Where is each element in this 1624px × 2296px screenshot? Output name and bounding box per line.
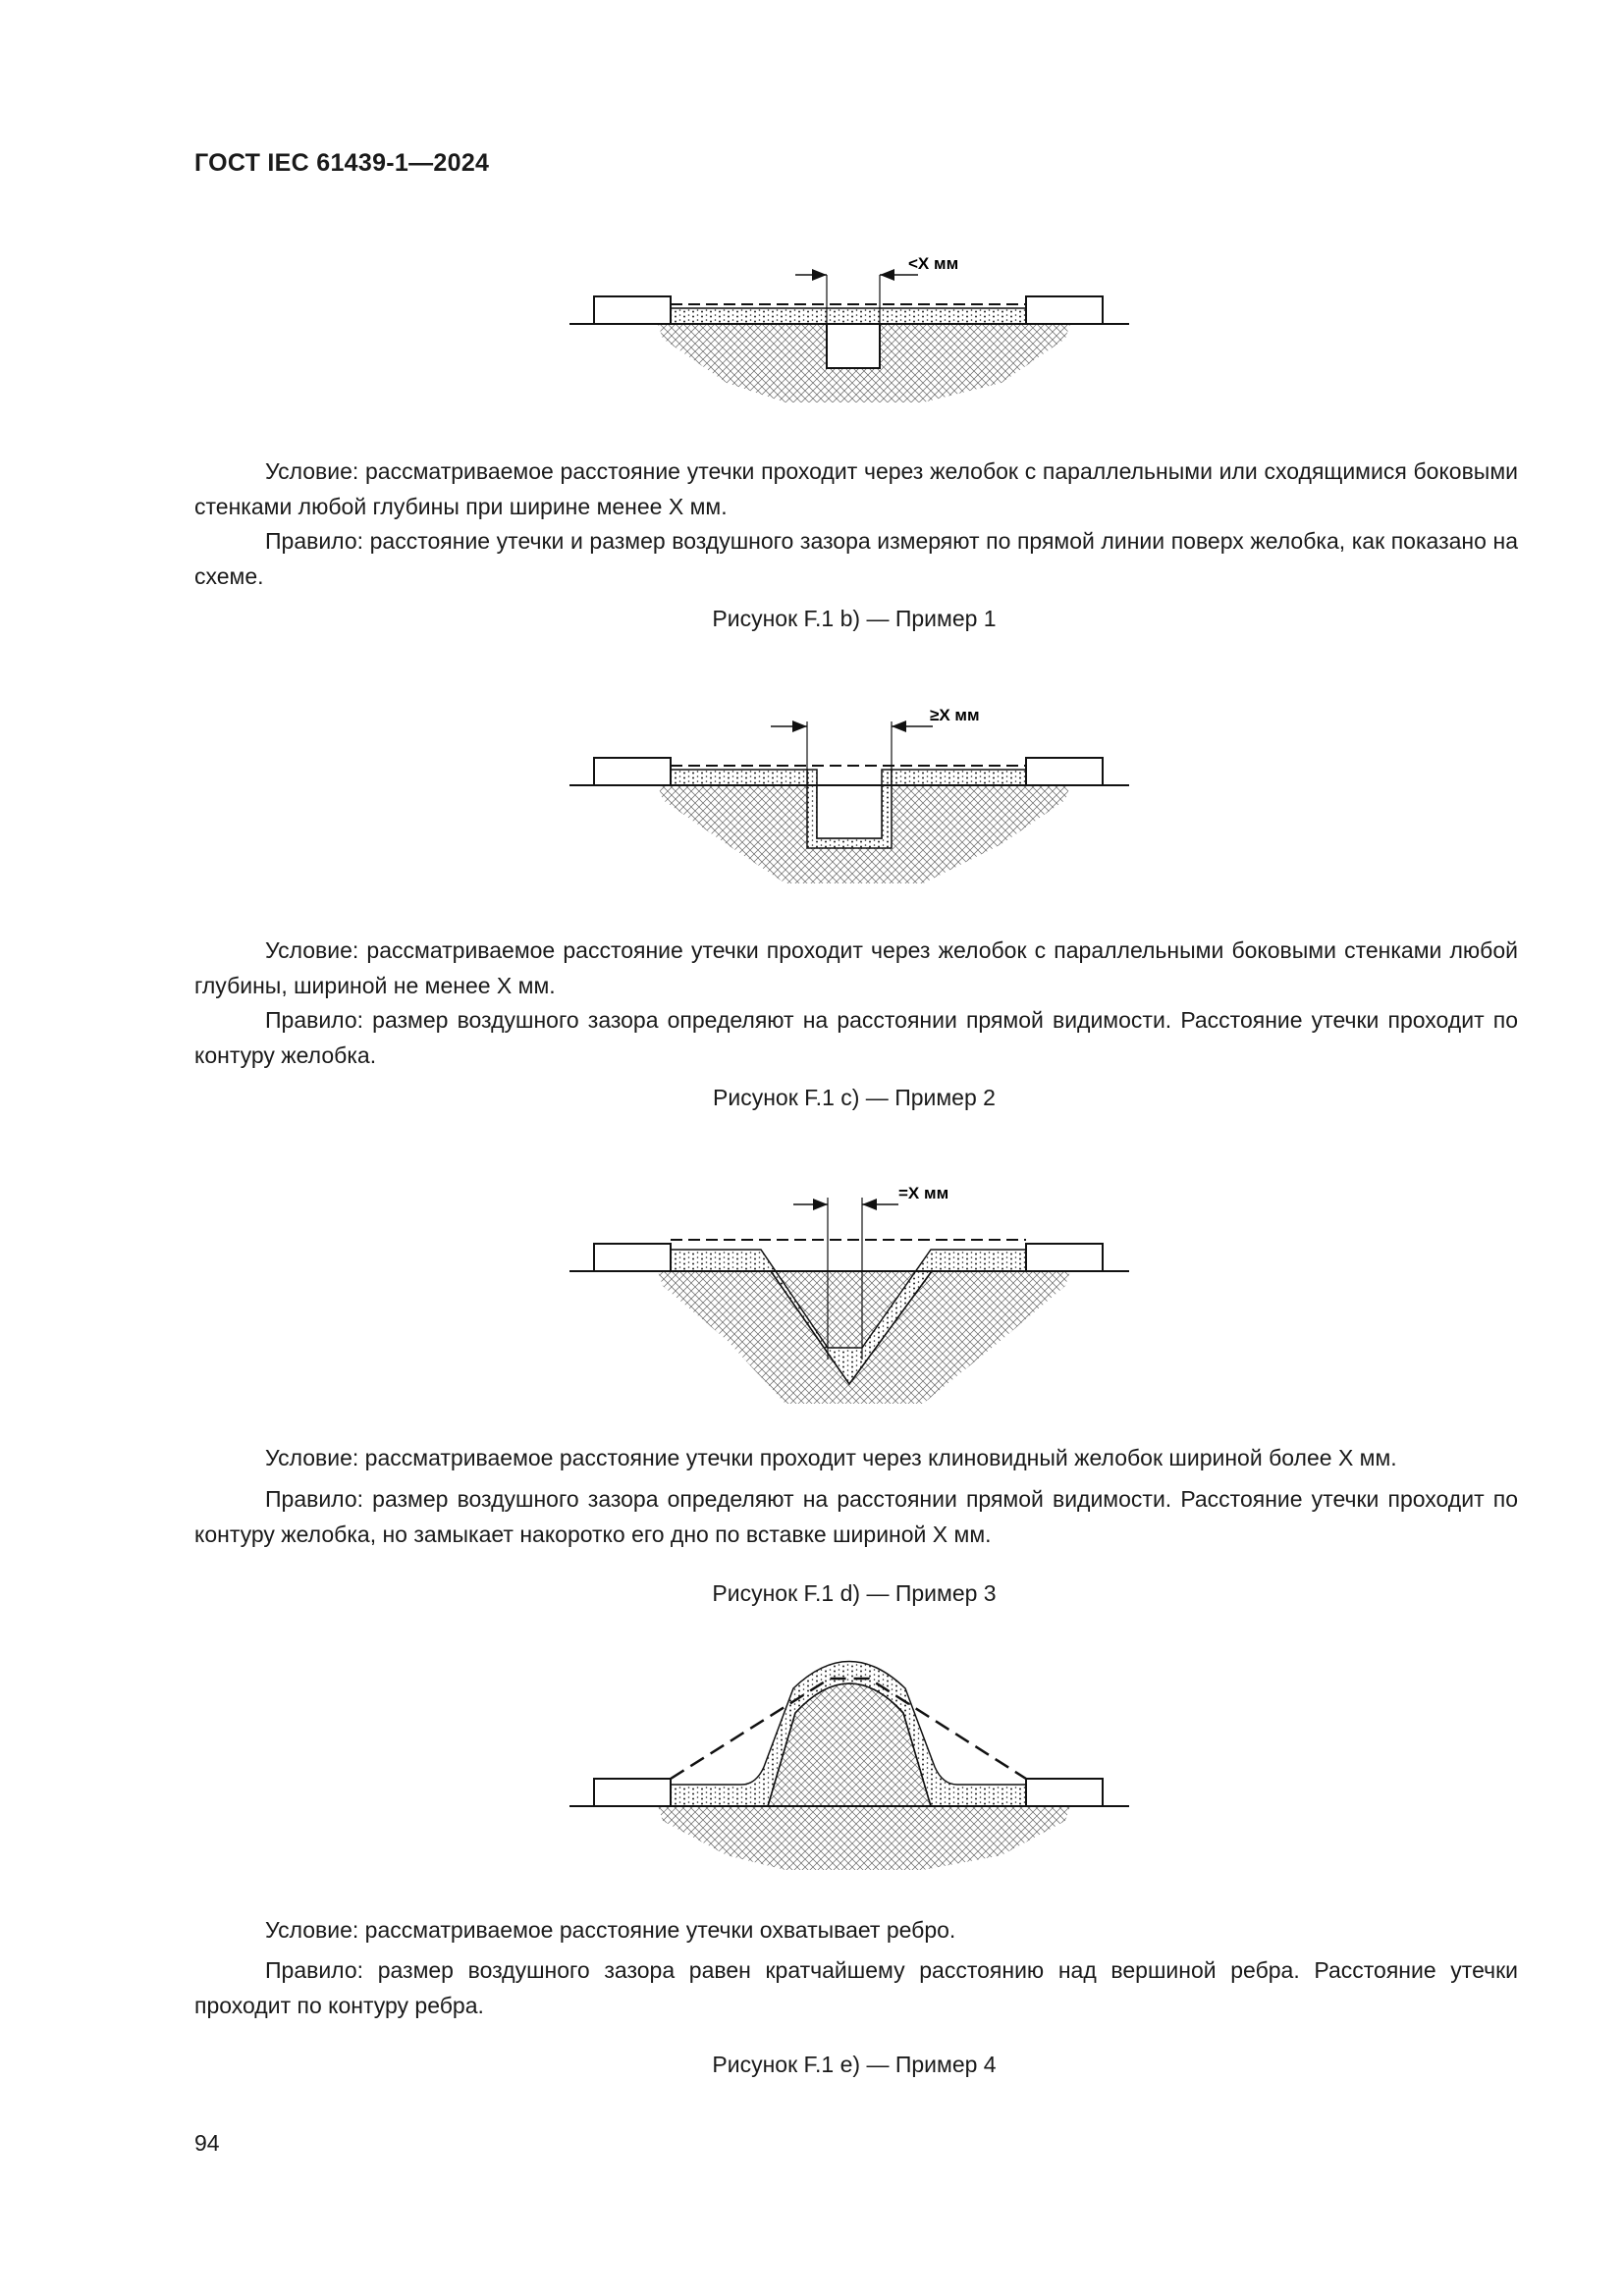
figure-1-rule: Правило: расстояние утечки и размер воздушного зазора измеряют по прямой линии поверх желобка, как показано на схеме.	[194, 528, 1518, 589]
figure-4-diagram	[550, 1659, 1139, 1875]
figure-4-condition: Условие: рассматриваемое расстояние утечки охватывает ребро.	[265, 1917, 956, 1943]
figure-3-caption: Рисунок F.1 d) — Пример 3	[712, 1580, 997, 1606]
figure-1-caption: Рисунок F.1 b) — Пример 1	[712, 606, 997, 631]
figure-1-condition: Условие: рассматриваемое расстояние утечки проходит через желобок с параллельными или сходящимися боковыми стенками любой глубины при ширине менее X мм.	[194, 458, 1518, 519]
figure-2-rule: Правило: размер воздушного зазора определяют на расстоянии прямой видимости. Расстояние утечки проходит по контуру желобка.	[194, 1007, 1518, 1068]
figure-2-groove	[817, 785, 882, 838]
figure-2-diagram	[550, 697, 1139, 893]
figure-1-dim-label: <X мм	[908, 254, 959, 273]
figure-2-condition: Условие: рассматриваемое расстояние утечки проходит через желобок с параллельными боковыми стенками любой глубины, шириной не менее X мм.	[194, 937, 1518, 998]
figure-3-right-part	[1026, 1244, 1103, 1271]
figure-2-left-part	[594, 758, 671, 785]
figure-4-left-part	[594, 1779, 671, 1806]
figure-3-rule: Правило: размер воздушного зазора определяют на расстоянии прямой видимости. Расстояние утечки проходит по контуру желобка, но замыкает накоротко его дно по вставке шириной X мм.	[194, 1486, 1518, 1547]
figure-1-diagram	[550, 245, 1139, 402]
document-header: ГОСТ IEC 61439-1—2024	[194, 149, 490, 177]
figure-3-diagram	[550, 1173, 1139, 1414]
figure-4-caption: Рисунок F.1 e) — Пример 4	[712, 2052, 997, 2077]
figure-1-groove	[827, 324, 880, 368]
figure-2-caption: Рисунок F.1 c) — Пример 2	[713, 1085, 996, 1110]
figure-4-right-part	[1026, 1779, 1103, 1806]
figure-2-right-part	[1026, 758, 1103, 785]
figure-4-rule: Правило: размер воздушного зазора равен кратчайшему расстоянию над вершиной ребра. Расстояние утечки проходит по контуру ребра.	[194, 1957, 1518, 2018]
page-number: 94	[194, 2130, 220, 2156]
figure-3-left-part	[594, 1244, 671, 1271]
figure-1-creepage-layer	[671, 308, 1026, 324]
figure-2-creepage-layer-right	[892, 770, 1026, 785]
figure-4-substrate	[569, 1806, 1070, 1870]
figure-3-condition: Условие: рассматриваемое расстояние утечки проходит через клиновидный желобок шириной более X мм.	[265, 1445, 1397, 1470]
figure-1-right-part	[1026, 296, 1103, 324]
figure-1-left-part	[594, 296, 671, 324]
figure-2-creepage-layer-left	[671, 770, 807, 785]
figure-1-substrate	[569, 324, 1070, 402]
figure-3-dim-label: =X мм	[898, 1184, 949, 1202]
figure-2-dim-label: ≥X мм	[930, 706, 980, 724]
